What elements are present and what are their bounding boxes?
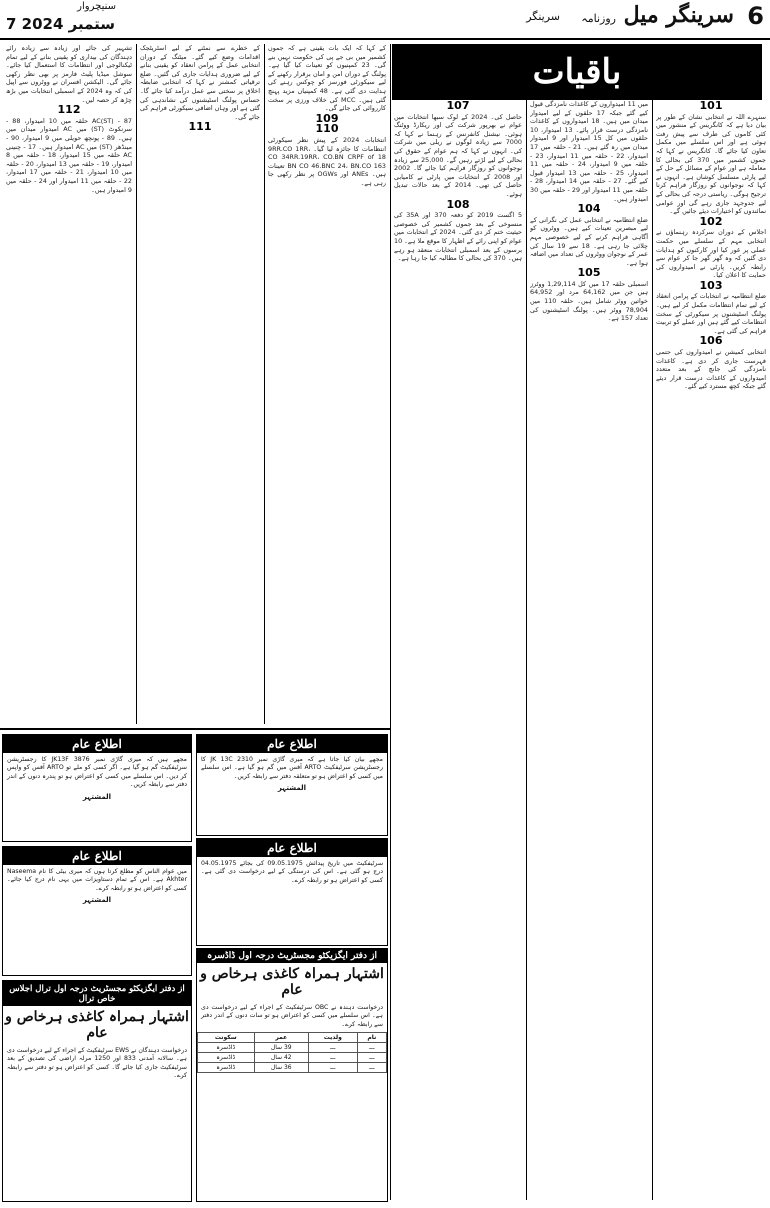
column-divider: [652, 100, 653, 1200]
notice-text: مجھے بیان کیا جاتا ہے کہ میری گاڑی نمبر JK 13C 2310 کا رجسٹریشن سرٹیفکیٹ ARTO آفس میں گم ہو گیا ہے۔ اس سلسلے میں کسی کو اعتراض ہو تو متعلقہ دفتر سے رابطہ کریں۔: [201, 756, 383, 780]
table-cell: ولدیت: [308, 1033, 357, 1043]
story-text: اجلاس کے دوران سرکردہ رہنماؤں نے انتخابی مہم کے سلسلے میں حکمت عملی پر غور کیا اور کارکنوں کو ہدایات دی گئیں کہ وہ گھر گھر جا کر عوام سے رابطہ کریں۔ پارٹی نے امیدواروں کی حمایت کا اعلان کیا۔: [656, 228, 766, 280]
advertisement-text: درخواست دہندگان نے EWS سرٹیفکیٹ کے اجراء کے لیے درخواست دی ہے۔ سالانہ آمدنی 833 اور 1250 مرلہ اراضی کی تصدیق کے بعد سرٹیفکیٹ جاری کیا جائے گا۔ کسی کو اعتراض ہو تو دفتر سے رابطہ کرے۔: [7, 1047, 187, 1080]
section-divider: [0, 728, 390, 730]
story-text: ضلع انتظامیہ نے انتخابی عمل کی نگرانی کے لیے مبصرین تعینات کیے ہیں۔ ووٹروں کو آگاہی فراہم کرنے کے لیے خصوصی مہم چلائی جا رہی ہے۔ 18 سے 19 سال کی عمر کے نوجوان ووٹروں کی تعداد میں اضافہ ہوا ہے۔: [530, 215, 648, 267]
story-number: 111: [188, 120, 212, 134]
table-cell: ـــ: [308, 1063, 357, 1073]
notice-text: مجھے ہیں کہ میری گاڑی نمبر JK13F 3876 کا رجسٹریشن سرٹیفکیٹ گم ہو گیا ہے۔ اگر کسی کو ملے تو ARTO آفس کو واپس کر دیں۔ اس سلسلے میں کسی کو اعتراض ہو تو پندرہ دنوں کے اندر دفتر سے رابطہ کریں۔: [7, 756, 187, 789]
story-text: انتخابات 2024 کے پیش نظر سیکورٹی انتظامات کا جائزہ لیا گیا۔ 9RR.CO 1RR، CO 34RR.19RR، CO.BN CRPF of 18 BN CO 46.BNC 24، BN.CO 163 تعینات ہیں۔ ANEs اور OGWs پر نظر رکھی جا رہی ہے۔: [268, 135, 386, 187]
table-row: [198, 1063, 387, 1073]
table-cell: 36 سال: [254, 1063, 308, 1073]
column-2: [530, 100, 648, 1200]
weekday: سنیچروار: [77, 1, 116, 12]
column-divider: [264, 44, 265, 724]
advertisement-text: درخواست دہندہ نے OBC سرٹیفکیٹ کے اجراء کے لیے درخواست دی ہے۔ اس سلسلے میں کسی کو اعتراض ہو تو سات دنوں کے اندر دفتر سے رابطہ کرے۔: [201, 1004, 383, 1028]
column-divider: [390, 44, 391, 1200]
advertisement-headline: اشتہار ہمراہ کاغذی ہرخاص و عام: [5, 1009, 189, 1041]
story-text: کے خطرے سے نمٹنے کے لیے اسٹریٹجک اقدامات وضع کیے گئے۔ میٹنگ کے دوران انتخابی عمل کے پرامن انعقاد کو یقینی بنانے کے لیے ضروری ہدایات جاری کی گئیں۔ ضلع ترقیاتی کمشنر نے کہا کہ انتخابی ضابطہ اخلاق پر سختی سے عمل درآمد کیا جائے گا۔ حساس پولنگ اسٹیشنوں کی نشاندہی کی گئی ہے اور وہاں اضافی سیکورٹی فراہم کی جائے گی۔: [140, 44, 260, 121]
table-cell: ـــ: [357, 1063, 386, 1073]
story-text: سنہرے اللہ نے انتخابی نشان کے طور پر بیان دیا ہے کہ کانگریس کے منشور میں کئی کاموں کی طرف سے پیش رفت ہوئی ہے اور اس سلسلے میں مکمل تعاون کیا جائے گا۔ کانگریس نے کہا کہ جموں کشمیر میں 370 کی بحالی کا معاملہ ہے اور عوام کے مسائل کے حل کے لیے پارٹی مسلسل کوشاں ہے۔ انہوں نے کہا کہ نوجوانوں کو روزگار فراہم کرنا ترجیح ہوگی۔ ریاستی درجہ کی بحالی کے لیے جدوجہد جاری رہے گی اور عوامی نمائندوں کو اختیارات دیئے جائیں گے۔: [656, 112, 766, 216]
table-cell: سکونت: [198, 1033, 255, 1043]
section-banner: باقیات: [392, 44, 762, 100]
story-number: 107: [446, 100, 470, 112]
story-text: میں 11 امیدواروں کے کاغذات نامزدگی قبول کیے گئے جبکہ 17 حلقوں کے لیے امیدوار میدان میں ہیں۔ 18 امیدواروں کے کاغذات نامزدگی درست قرار پائے۔ 13 امیدوار، 10 حلقوں میں کل 15 امیدوار اور 9 امیدوار میدان میں رہ گئے ہیں۔ 21 - حلقہ میں 17 امیدوار، 22 - حلقہ میں 11 امیدوار، 23 - حلقہ میں 9 امیدوار، 24 - حلقہ میں 11 امیدوار، 25 - حلقہ میں 13 امیدوار قبول کیے گئے۔ 27 - حلقہ میں 14 امیدوار، 28 - حلقہ میں 11 امیدوار اور 29 - حلقہ میں 30 امیدوار ہیں۔: [530, 100, 648, 203]
notice-text: سرٹیفکیٹ میں تاریخ پیدائش 09.05.1975 کی بجائے 04.05.1975 درج ہو گئی ہے۔ اس کی درستگی کے لیے درخواست دی گئی ہے۔ کسی کو اعتراض ہو تو رابطہ کرے۔: [201, 860, 383, 884]
paper-name: سرینگر میل: [623, 2, 734, 28]
office-name: از دفتر ایگزیکٹو مجسٹریٹ درجہ اول ترال اجلاس خاص ترال: [3, 981, 191, 1006]
applicants-table: [197, 1032, 387, 1073]
story-text: اسمبلی حلقہ 17 میں کل 1,29,114 ووٹرز ہیں جن میں 64,162 مرد اور 64,952 خواتین ووٹر شامل ہیں۔ حلقہ 110 میں 78,904 ووٹر ہیں۔ پولنگ اسٹیشنوں کی تعداد 157 ہے۔: [530, 279, 648, 323]
story-number: 101: [699, 100, 723, 112]
column-4: [268, 44, 386, 724]
paper-type: روزنامہ: [581, 12, 616, 25]
story-number: 105: [577, 266, 601, 280]
story-text: 87 - AC(ST) حلقہ میں 10 امیدوار، 88 - سرنکوٹ (ST) میں AC امیدوار میدان میں ہیں۔ 89 - پونچھ حویلی میں 9 امیدوار، 90 - مینڈھر (ST) میں AC امیدوار ہیں۔ 17 - چنینی AC حلقہ میں 15 امیدوار، 18 - حلقہ میں 8 امیدوار، 19 - حلقہ میں 13 امیدوار، 20 - حلقہ میں 10 امیدوار، 21 - حلقہ میں 17 امیدوار، 22 - حلقہ میں 11 امیدوار اور 24 - حلقہ میں 9 امیدوار ہیں۔: [6, 116, 132, 194]
public-notice-1: [2, 734, 192, 842]
notice-signature: المشتہر: [82, 792, 112, 801]
column-3: [394, 100, 522, 1200]
paper-city: سرینگر: [526, 10, 560, 23]
story-text: کے کہا کہ ایک بات یقینی ہے کہ جموں کشمیر میں بی جے پی کی حکومت نہیں بنے گی۔ 23 کمپنیوں کو تعینات کیا گیا ہے۔ پولنگ کے دوران امن و امان برقرار رکھنے کے لیے سیکورٹی فورسز کو چوکس رہنے کی ہدایت دی گئی ہے۔ 48 کمپنیاں مزید پہنچ گئی ہیں۔ MCC کی خلاف ورزی پر سخت کارروائی کی جائے گی۔: [268, 44, 386, 113]
public-notice-3: [2, 846, 192, 976]
story-number: 102: [699, 214, 723, 228]
public-notice-2: [196, 734, 388, 836]
page-number: 6: [747, 2, 764, 30]
story-text: ضلع انتظامیہ نے انتخابات کے پرامن انعقاد کے لیے تمام انتظامات مکمل کر لیے ہیں۔ پولنگ اسٹیشنوں پر سیکورٹی کے سخت انتظامات کیے گئے ہیں اور عملے کو تربیت فراہم کی گئی ہے۔: [656, 292, 766, 335]
story-text: 5 اگست 2019 کو دفعہ 370 اور 35A کی منسوخی کے بعد جموں کشمیر کی خصوصی حیثیت ختم کر دی گئی۔ 2024 کے انتخابات میں عوام کو اپنی رائے کے اظہار کا موقع ملا ہے۔ 10 برسوں کے بعد اسمبلی انتخابات منعقد ہو رہے ہیں۔ 370 کی بحالی کا مطالبہ کیا جا رہا ہے۔: [394, 211, 522, 263]
column-5: [140, 44, 260, 724]
notice-title: اطلاع عام: [3, 735, 191, 753]
story-text: حاصل کی۔ 2024 کے لوک سبھا انتخابات میں عوام نے بھرپور شرکت کی اور ریکارڈ ووٹنگ ہوئی۔ نیشنل کانفرنس کے رہنما نے کہا کہ 7000 سے زیادہ لوگوں نے ریلی میں شرکت کی۔ انہوں نے کہا کہ ہم عوام کے حقوق کی بحالی کے لیے لڑتے رہیں گے۔ 25,000 سے زیادہ نوجوانوں کو روزگار فراہم کیا جائے گا۔ 2002 اور 2008 کے انتخابات میں پارٹی نے کامیابی حاصل کی تھی۔ 2014 کے بعد حالات تبدیل ہوئے۔: [394, 112, 522, 198]
story-text: انتخابی کمیشن نے امیدواروں کی حتمی فہرست جاری کر دی ہے۔ کاغذات نامزدگی کی جانچ کے بعد متعدد امیدواروں کے کاغذات درست قرار دیئے گئے جبکہ کچھ مسترد کیے گئے۔: [656, 348, 766, 391]
table-row: [198, 1043, 387, 1053]
masthead: [0, 0, 770, 40]
office-name: از دفتر ایگزیکٹو مجسٹریٹ درجہ اول ڈاڈسرہ: [197, 949, 387, 963]
official-advertisement-tral: [2, 980, 192, 1202]
column-divider: [136, 44, 137, 724]
story-number: 104: [577, 202, 601, 216]
notice-signature: المشتہر: [82, 896, 112, 905]
official-advertisement-dadsara: [196, 948, 388, 1202]
story-number: 106: [699, 334, 723, 348]
notice-signature: المشتہر: [277, 784, 307, 793]
story-number: 103: [699, 278, 723, 292]
story-number: 112: [57, 103, 81, 117]
table-cell: ـــ: [308, 1053, 357, 1063]
story-number: 108: [446, 197, 470, 211]
table-cell: ڈاڈسرہ: [198, 1043, 255, 1053]
column-6: [6, 44, 132, 724]
date-box: [6, 1, 124, 35]
table-cell: 39 سال: [254, 1043, 308, 1053]
story-number: 109: [315, 111, 339, 125]
table-cell: نام: [357, 1033, 386, 1043]
notice-title: اطلاع عام: [197, 735, 387, 753]
table-header-row: [198, 1033, 387, 1043]
table-cell: ـــ: [357, 1043, 386, 1053]
notice-title: اطلاع عام: [3, 847, 191, 865]
public-notice-4: [196, 838, 388, 946]
advertisement-headline: اشتہار ہمراہ کاغذی ہرخاص و عام: [200, 966, 384, 998]
column-divider: [526, 100, 527, 1200]
table-cell: ـــ: [308, 1043, 357, 1053]
table-cell: عمر: [254, 1033, 308, 1043]
table-cell: ڈاڈسرہ: [198, 1053, 255, 1063]
table-row: [198, 1053, 387, 1063]
paper-title: [581, 2, 734, 28]
notice-title: اطلاع عام: [197, 839, 387, 857]
notice-text: میں عوام الناس کو مطلع کرتا ہوں کہ میری بیٹی کا نام Naseema Akhter ہے۔ اس کے تمام دستاویزات میں یہی نام درج کیا جائے۔ کسی کو اعتراض ہو تو رابطہ کرے۔: [7, 868, 187, 892]
table-cell: 42 سال: [254, 1053, 308, 1063]
issue-date: 7 ستمبر 2024: [6, 15, 116, 33]
column-1: [656, 100, 766, 1200]
table-cell: ـــ: [357, 1053, 386, 1063]
table-cell: ڈاڈسرہ: [198, 1063, 255, 1073]
story-number: 110: [315, 122, 339, 136]
story-text: تشہیر کی جائے اور زیادہ سے زیادہ رائے دہندگان کی بیداری کو یقینی بنانے کے لیے تمام ٹیکنالوجی اور انتظامات کا استعمال کیا جائے۔ سوشل میڈیا پلیٹ فارمز پر بھی نظر رکھی جائے گی۔ الیکشن افسران نے ووٹروں سے اپیل کی کہ وہ 2024 کے اسمبلی انتخابات میں بڑھ چڑھ کر حصہ لیں۔: [6, 44, 132, 104]
